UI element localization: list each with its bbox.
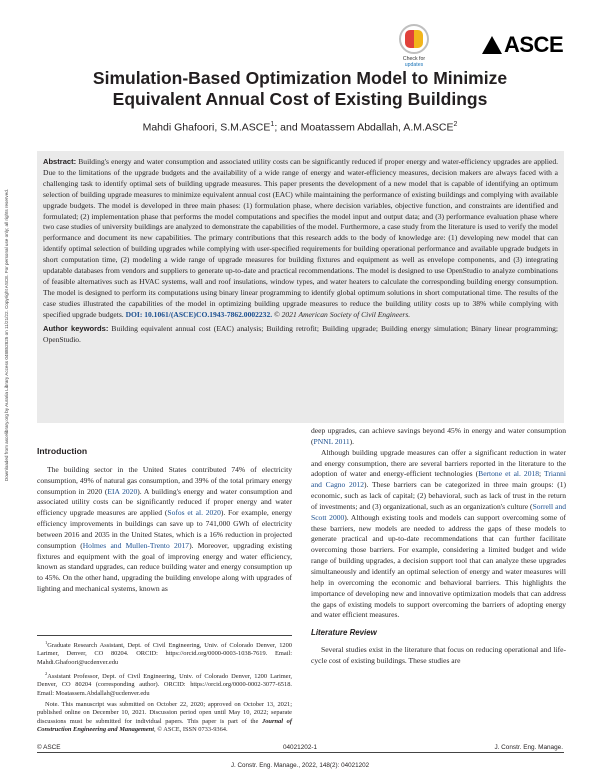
left-column	[37, 446, 292, 595]
intro-paragraph-continued: deep upgrades, can achieve savings beyond 45% in energy and water consumption (PNNL 2011).	[311, 426, 566, 446]
citation-link[interactable]: Bertone et al. 2018	[478, 469, 540, 479]
footnotes	[37, 635, 292, 737]
asce-triangle-icon	[482, 36, 502, 54]
author-1: Mahdi Ghafoori, S.M.ASCE	[142, 121, 271, 134]
abstract-text: Building's energy and water consumption and associated utility costs can be significantly reduced if proper energy and water-efficiency upgrades are applied. Due to the limitations of the upgrade budgets and the availability of a wide range of energy and water-efficiency measures, decision makers are always faced with a challenging task to identify optimal sets of building upgrade measures. This paper presents the development of a new model that is capable of identifying an optimum selection of building upgrade measures to minimize equivalent annual cost (EAC) while maintaining the performance of existing buildings and complying with available upgrade budgets. The model is developed in three main phases: (1) formulation phase, where decision variables, objective function, and constraints are identified and formulated; (2) implementation phase that performs the model computations and specifies the model input and output data; and (3) performance evaluation phase where two case studies of university buildings are analyzed to demonstrate the capabilities of the model. Furthermore, a case study from the literature is used to verify the model performance and document its new capabilities. The primary contributions that this research adds to the body of knowledge are: (1) developing new model that can identify optimal selection of building upgrades while complying with user-specified requirements for building operational performance and available upgrade budgets in short computation time, (2) modeling a wide range of upgrade measures for building fixtures and equipment as well as envelope components, and (3) integrating updatable databases from vendors and suppliers to generate up-to-date and practical recommendations. The model is designed to use OpenStudio to analyze combinations of feasible alternatives such as HVAC systems, wall and roof insulations, window types, and water heaters to calculate the corresponding building energy consumption. The model is designed to perform its computations using binary linear programming to identify global optimum solutions in short computational time. The results of the case studies illustrated the capabilities of the model in optimizing building upgrade measures to reduce the building utility costs up to 38% while complying with specified upgrade budgets.	[43, 157, 558, 319]
asce-logo	[482, 33, 563, 57]
author-separator: ; and Moatassem Abdallah, A.M.ASCE	[274, 121, 454, 134]
citation-link[interactable]: Holmes and Mullen-Trento 2017	[82, 540, 190, 550]
citation-link[interactable]: Sofos et al. 2020	[167, 508, 221, 518]
check-updates-icon	[399, 24, 429, 54]
page-number: 04021202-1	[282, 744, 318, 751]
citation-link[interactable]: PNNL 2011	[313, 436, 350, 446]
intro-paragraph-2: Although building upgrade measures can offer a significant reduction in water and energy consumption, there are several barriers reported in the literature to the adoption of water and energy-efficient technologies (Bertone et al. 2018; Trianni and Cagno 2012). These barriers can be categorized in three main groups: (1) economic, such as lack of capital; (2) behavioral, such as lack of trust in the return of investments; and (3) organizational, such as an organization's culture (Sorrell and Scott 2000). Although existing tools and models can support overcoming some of these barriers, new models are needed to address the gaps of these models to generate practical and up-to-date recommendations that can further facilitate overcoming those barriers. For example, considering a limited budget and wide range of building upgrades, a decision support tool that can analyze these upgrades simultaneously and identify an optimal selection of energy and water measures will help in overcoming the economic and behavioral barriers. This highlights the importance of developing new and innovative optimization models that can address the gaps of existing models to support overcoming the barriers of adopting energy and water efficient measures.	[311, 447, 567, 620]
literature-paragraph-1: Several studies exist in the literature that focus on reducing operational and life-cycle cost of existing buildings. These studies are	[311, 645, 566, 665]
footer-divider	[37, 752, 564, 753]
author-line	[40, 118, 560, 135]
paper-title	[40, 68, 560, 110]
abstract	[43, 157, 558, 321]
keywords-label: Author keywords:	[43, 323, 109, 333]
download-watermark	[2, 95, 11, 575]
doi-link[interactable]: DOI: 10.1061/(ASCE)CO.1943-7862.0002232.	[125, 309, 273, 319]
abstract-label: Abstract:	[43, 157, 77, 166]
citation-link[interactable]: Trianni and Cagno 2012	[311, 469, 566, 490]
footnote-1: $^1$Graduate Research Assistant, Dept. of Civil Engineering, Univ. of Colorado Denver, 1200 Larimer, Denver, CO 80204. ORCID: https://orcid.org/0000-0003-1038-7619. Email: Mahdi.Ghafoori@ucdenver.edu	[37, 640, 292, 666]
check-for-updates-badge[interactable]	[395, 24, 433, 72]
title-line-2: Equivalent Annual Cost of Existing Buildings	[112, 89, 488, 109]
author-2-affil: 2	[453, 121, 458, 128]
keywords-text: Building equivalent annual cost (EAC) analysis; Building retrofit; Building upgrade; Building energy simulation; Binary linear programming; OpenStudio.	[43, 323, 559, 344]
badge-line2: updates	[404, 62, 424, 68]
citation-link[interactable]: Sorrell and Scott 2000	[311, 501, 566, 522]
author-1-affil: 1	[270, 121, 275, 128]
title-line-1: Simulation-Based Optimization Model to Minimize	[92, 68, 508, 88]
journal-name: Journal of Construction Engineering and Management	[37, 717, 292, 733]
right-column	[311, 426, 566, 667]
badge-line1: Check for	[402, 56, 426, 62]
intro-paragraph-1: The building sector in the United States contributed 74% of electricity consumption, 49% of natural gas consumption, and 39% of the total primary energy consumption in 2020 (EIA 2020). A building's energy and water consumption and associated utility costs can be significantly reduced if proper energy and water efficiency upgrade measures are applied (Sofos et al. 2020). For example, energy efficiency improvements in buildings can save up to 741,000 GWh of electricity between 2016 and 2035 in the United States, which is a 16% reduction in projected consumption (Holmes and Mullen-Trento 2017). Moreover, upgrading existing fixtures and equipment with the goal of improving energy and water efficiency, known as standard upgrades, can reduce building water and energy consumption up to 45%. On the other hand, upgrading the building envelope along with upgrades of lighting and mechanical systems, known as	[37, 464, 292, 594]
asce-wordmark: ASCE	[504, 32, 564, 57]
download-watermark-text: Downloaded from ascelibrary.org by Auraria Library Access 048852825 on 11/21/22. Copyright ASCE. For personal use only; all rights reserved.	[4, 188, 9, 482]
abstract-copyright: © 2021 American Society of Civil Engineers.	[274, 309, 411, 319]
submission-note: Note. This manuscript was submitted on October 22, 2020; approved on October 13, 2021; published online on December 10, 2021. Discussion period open until May 10, 2022; separate discussions must be submitted for individual papers. This paper is part of the Journal of Construction Engineering and Management, © ASCE, ISSN 0733-9364.	[37, 701, 292, 733]
literature-review-heading: Literature Review	[311, 628, 377, 638]
abstract-box	[37, 151, 564, 423]
footnote-2: $^2$Assistant Professor, Dept. of Civil Engineering, Univ. of Colorado Denver, 1200 Larimer, Denver, CO 80204 (corresponding author). ORCID: https://orcid.org/0000-0002-3077-6518. Email: Moatassem.Abdallah@ucdenver.edu	[37, 671, 292, 697]
keywords	[43, 324, 558, 346]
citation-link[interactable]: EIA 2020	[107, 486, 138, 496]
intro-heading: Introduction	[37, 446, 88, 456]
footer-citation: J. Constr. Eng. Manage., 2022, 148(2): 04021202	[230, 762, 370, 769]
footer-copyright: © ASCE	[37, 744, 61, 751]
footer-journal: J. Constr. Eng. Manage.	[494, 744, 563, 751]
